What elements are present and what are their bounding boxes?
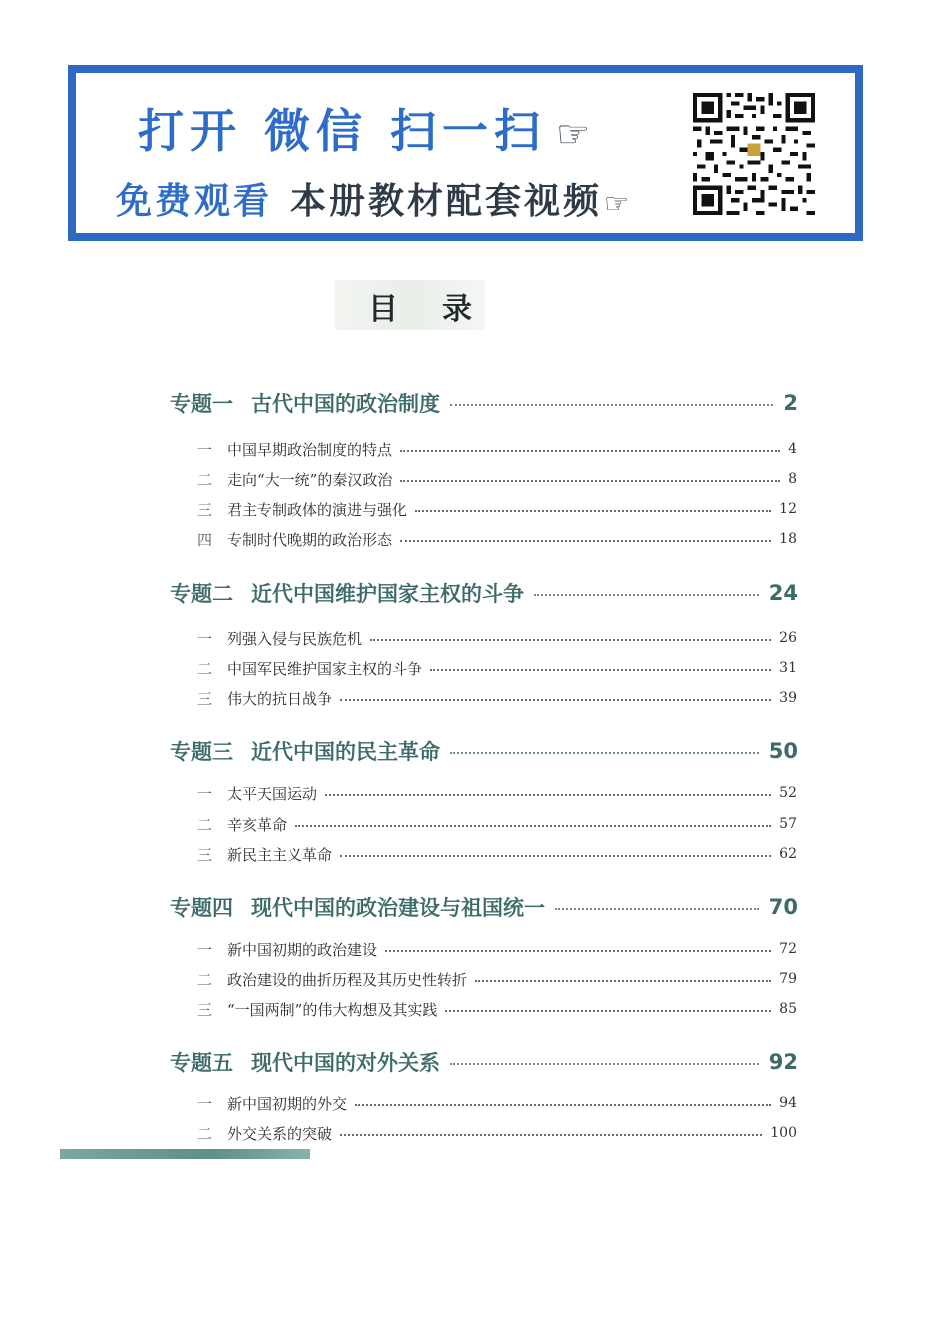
toc-section-2-3[interactable] [197,685,797,711]
chapter-number: 专题三 [170,740,233,764]
section-index: 一 [197,440,213,459]
chapter-page: 70 [768,895,798,919]
decorative-stripe [60,1149,310,1159]
section-index: 三 [197,500,213,519]
chapter-title: 近代中国维护国家主权的斗争 [251,582,524,606]
toc-section-1-2[interactable] [197,466,797,492]
leader-dots [295,825,771,827]
chapter-title: 古代中国的政治制度 [251,392,440,416]
toc-chapter-2[interactable] [170,576,798,610]
page-title: 目录 [368,292,516,327]
banner-headline [138,95,596,161]
toc-section-1-1[interactable] [197,436,797,462]
banner-subline [116,173,632,224]
section-title: 辛亥革命 [227,815,288,834]
leader-dots [450,404,773,406]
section-page: 52 [779,785,797,801]
section-index: 三 [197,845,213,864]
banner-word-scan: 扫一扫 [390,104,546,158]
section-title: 列强入侵与民族危机 [227,629,363,648]
qr-code-icon[interactable] [693,93,815,215]
leader-dots [415,510,771,512]
leader-dots [400,480,780,482]
section-title: 新中国初期的外交 [227,1094,348,1113]
toc-section-2-1[interactable] [197,625,797,651]
banner-word-open: 打开 [138,104,242,158]
chapter-number: 专题一 [170,392,233,416]
toc-section-4-2[interactable] [197,966,797,992]
section-page: 62 [779,846,797,862]
toc-section-2-2[interactable] [197,655,797,681]
section-title: “一国两制”的伟大构想及其实践 [227,1000,438,1019]
section-page: 18 [779,531,797,547]
section-index: 三 [197,689,213,708]
chapter-title: 现代中国的对外关系 [251,1051,440,1075]
section-index: 一 [197,1094,213,1113]
chapter-title: 现代中国的政治建设与祖国统一 [251,896,545,920]
banner-free-watch: 免费观看 [116,181,273,222]
section-title: 外交关系的突破 [227,1124,333,1143]
leader-dots [450,1063,759,1065]
section-page: 57 [779,816,797,832]
chapter-page: 24 [768,581,798,605]
section-page: 12 [779,501,797,517]
section-title: 新民主主义革命 [227,845,333,864]
section-page: 85 [779,1001,797,1017]
section-index: 一 [197,629,213,648]
toc-chapter-3[interactable] [170,734,798,768]
chapter-number: 专题四 [170,896,233,920]
banner-word-wechat: 微信 [264,104,368,158]
chapter-title: 近代中国的民主革命 [251,740,440,764]
toc-section-3-2[interactable] [197,811,797,837]
section-page: 26 [779,630,797,646]
leader-dots [370,639,771,641]
section-page: 72 [779,941,797,957]
section-index: 二 [197,470,213,489]
toc-section-3-3[interactable] [197,841,797,867]
toc-section-4-3[interactable] [197,996,797,1022]
section-page: 31 [779,660,797,676]
section-index: 二 [197,659,213,678]
section-title: 走向“大一统”的秦汉政治 [227,470,393,489]
video-promo-banner[interactable] [68,65,863,241]
leader-dots [325,794,771,796]
section-index: 一 [197,784,213,803]
leader-dots [450,752,759,754]
section-title: 中国军民维护国家主权的斗争 [227,659,423,678]
leader-dots [385,950,771,952]
leader-dots [355,1104,771,1106]
section-page: 79 [779,971,797,987]
chapter-number: 专题五 [170,1051,233,1075]
banner-video-text: 本册教材配套视频 [290,181,603,222]
toc-section-3-1[interactable] [197,780,797,806]
chapter-number: 专题二 [170,582,233,606]
section-title: 中国早期政治制度的特点 [227,440,393,459]
section-title: 太平天国运动 [227,784,318,803]
leader-dots [340,855,771,857]
section-title: 专制时代晚期的政治形态 [227,530,393,549]
leader-dots [400,540,771,542]
leader-dots [340,699,771,701]
section-index: 四 [197,530,213,549]
leader-dots [534,594,759,596]
section-index: 二 [197,1124,213,1143]
pointing-hand-icon-small: ☞ [604,187,633,220]
chapter-page: 92 [768,1050,798,1074]
leader-dots [475,980,771,982]
section-index: 二 [197,970,213,989]
section-index: 三 [197,1000,213,1019]
leader-dots [555,908,759,910]
section-page: 8 [788,471,797,487]
section-title: 新中国初期的政治建设 [227,940,378,959]
toc-chapter-4[interactable] [170,890,798,924]
section-page: 94 [779,1095,797,1111]
section-title: 伟大的抗日战争 [227,689,333,708]
toc-chapter-1[interactable] [170,386,798,420]
section-index: 一 [197,940,213,959]
section-page: 100 [770,1125,797,1141]
chapter-page: 2 [783,391,798,415]
pointing-hand-icon: ☞ [556,112,597,156]
leader-dots [430,669,771,671]
leader-dots [340,1134,762,1136]
section-page: 39 [779,690,797,706]
toc-section-4-1[interactable] [197,936,797,962]
leader-dots [445,1010,771,1012]
section-index: 二 [197,815,213,834]
section-title: 君主专制政体的演进与强化 [227,500,408,519]
toc-chapter-5[interactable] [170,1045,798,1079]
chapter-page: 50 [768,739,798,763]
section-title: 政治建设的曲折历程及其历史性转折 [227,970,468,989]
toc-section-5-2[interactable] [197,1120,797,1146]
section-page: 4 [788,441,797,457]
toc-section-1-3[interactable] [197,496,797,522]
toc-section-1-4[interactable] [197,526,797,552]
toc-section-5-1[interactable] [197,1090,797,1116]
leader-dots [400,450,780,452]
